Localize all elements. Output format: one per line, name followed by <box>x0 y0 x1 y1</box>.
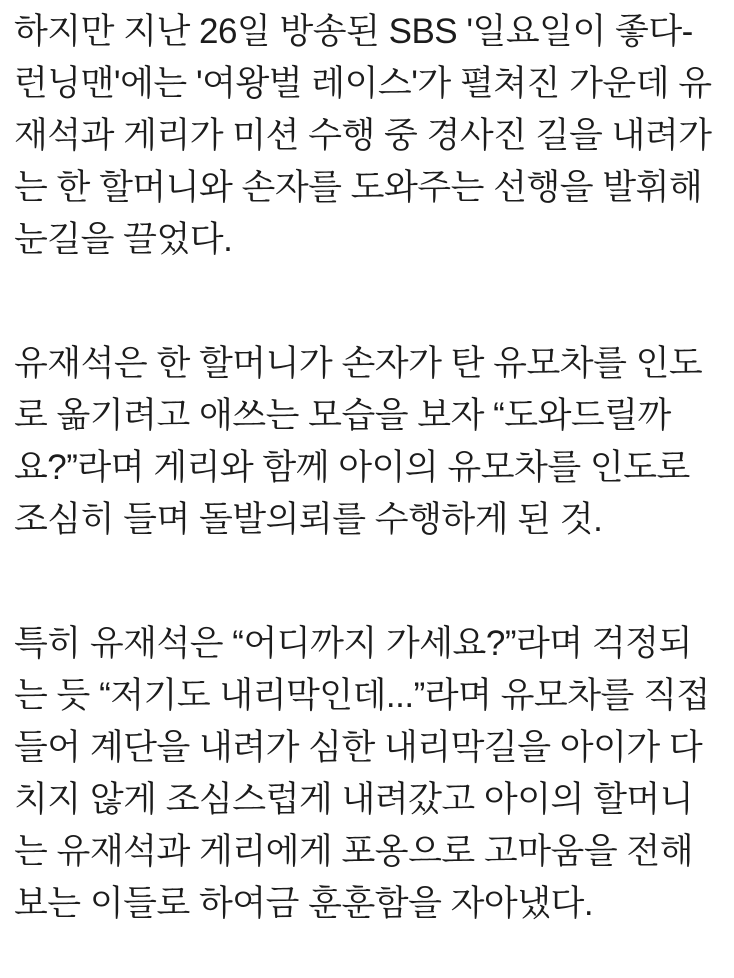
article-paragraph-3: 특히 유재석은 “어디까지 가세요?”라며 걱정되는 듯 “저기도 내리막인데...”라며 유모차를 직접 들어 계단을 내려가 심한 내리막길을 아이가 다치지 않게 조심스럽게 내려갔고 아이의 할머니는 유재석과 게리에게 포옹으로 고마움을 전해 보는 이들로 하여금 훈훈함을 자아냈다. <box>14 624 710 923</box>
article-paragraph-1: 하지만 지난 26일 방송된 SBS '일요일이 좋다-런닝맨'에는 '여왕벌 레이스'가 펼쳐진 가운데 유재석과 게리가 미션 수행 중 경사진 길을 내려가는 한 할머니와 손자를 도와주는 선행을 발휘해 눈길을 끌었다. <box>14 12 712 259</box>
article-body <box>14 6 721 930</box>
article-paragraph-2: 유재석은 한 할머니가 손자가 탄 유모차를 인도로 옮기려고 애쓰는 모습을 보자 “도와드릴까요?”라며 게리와 함께 아이의 유모차를 인도로 조심히 들며 돌발의뢰를 수행하게 된 것. <box>14 344 703 539</box>
